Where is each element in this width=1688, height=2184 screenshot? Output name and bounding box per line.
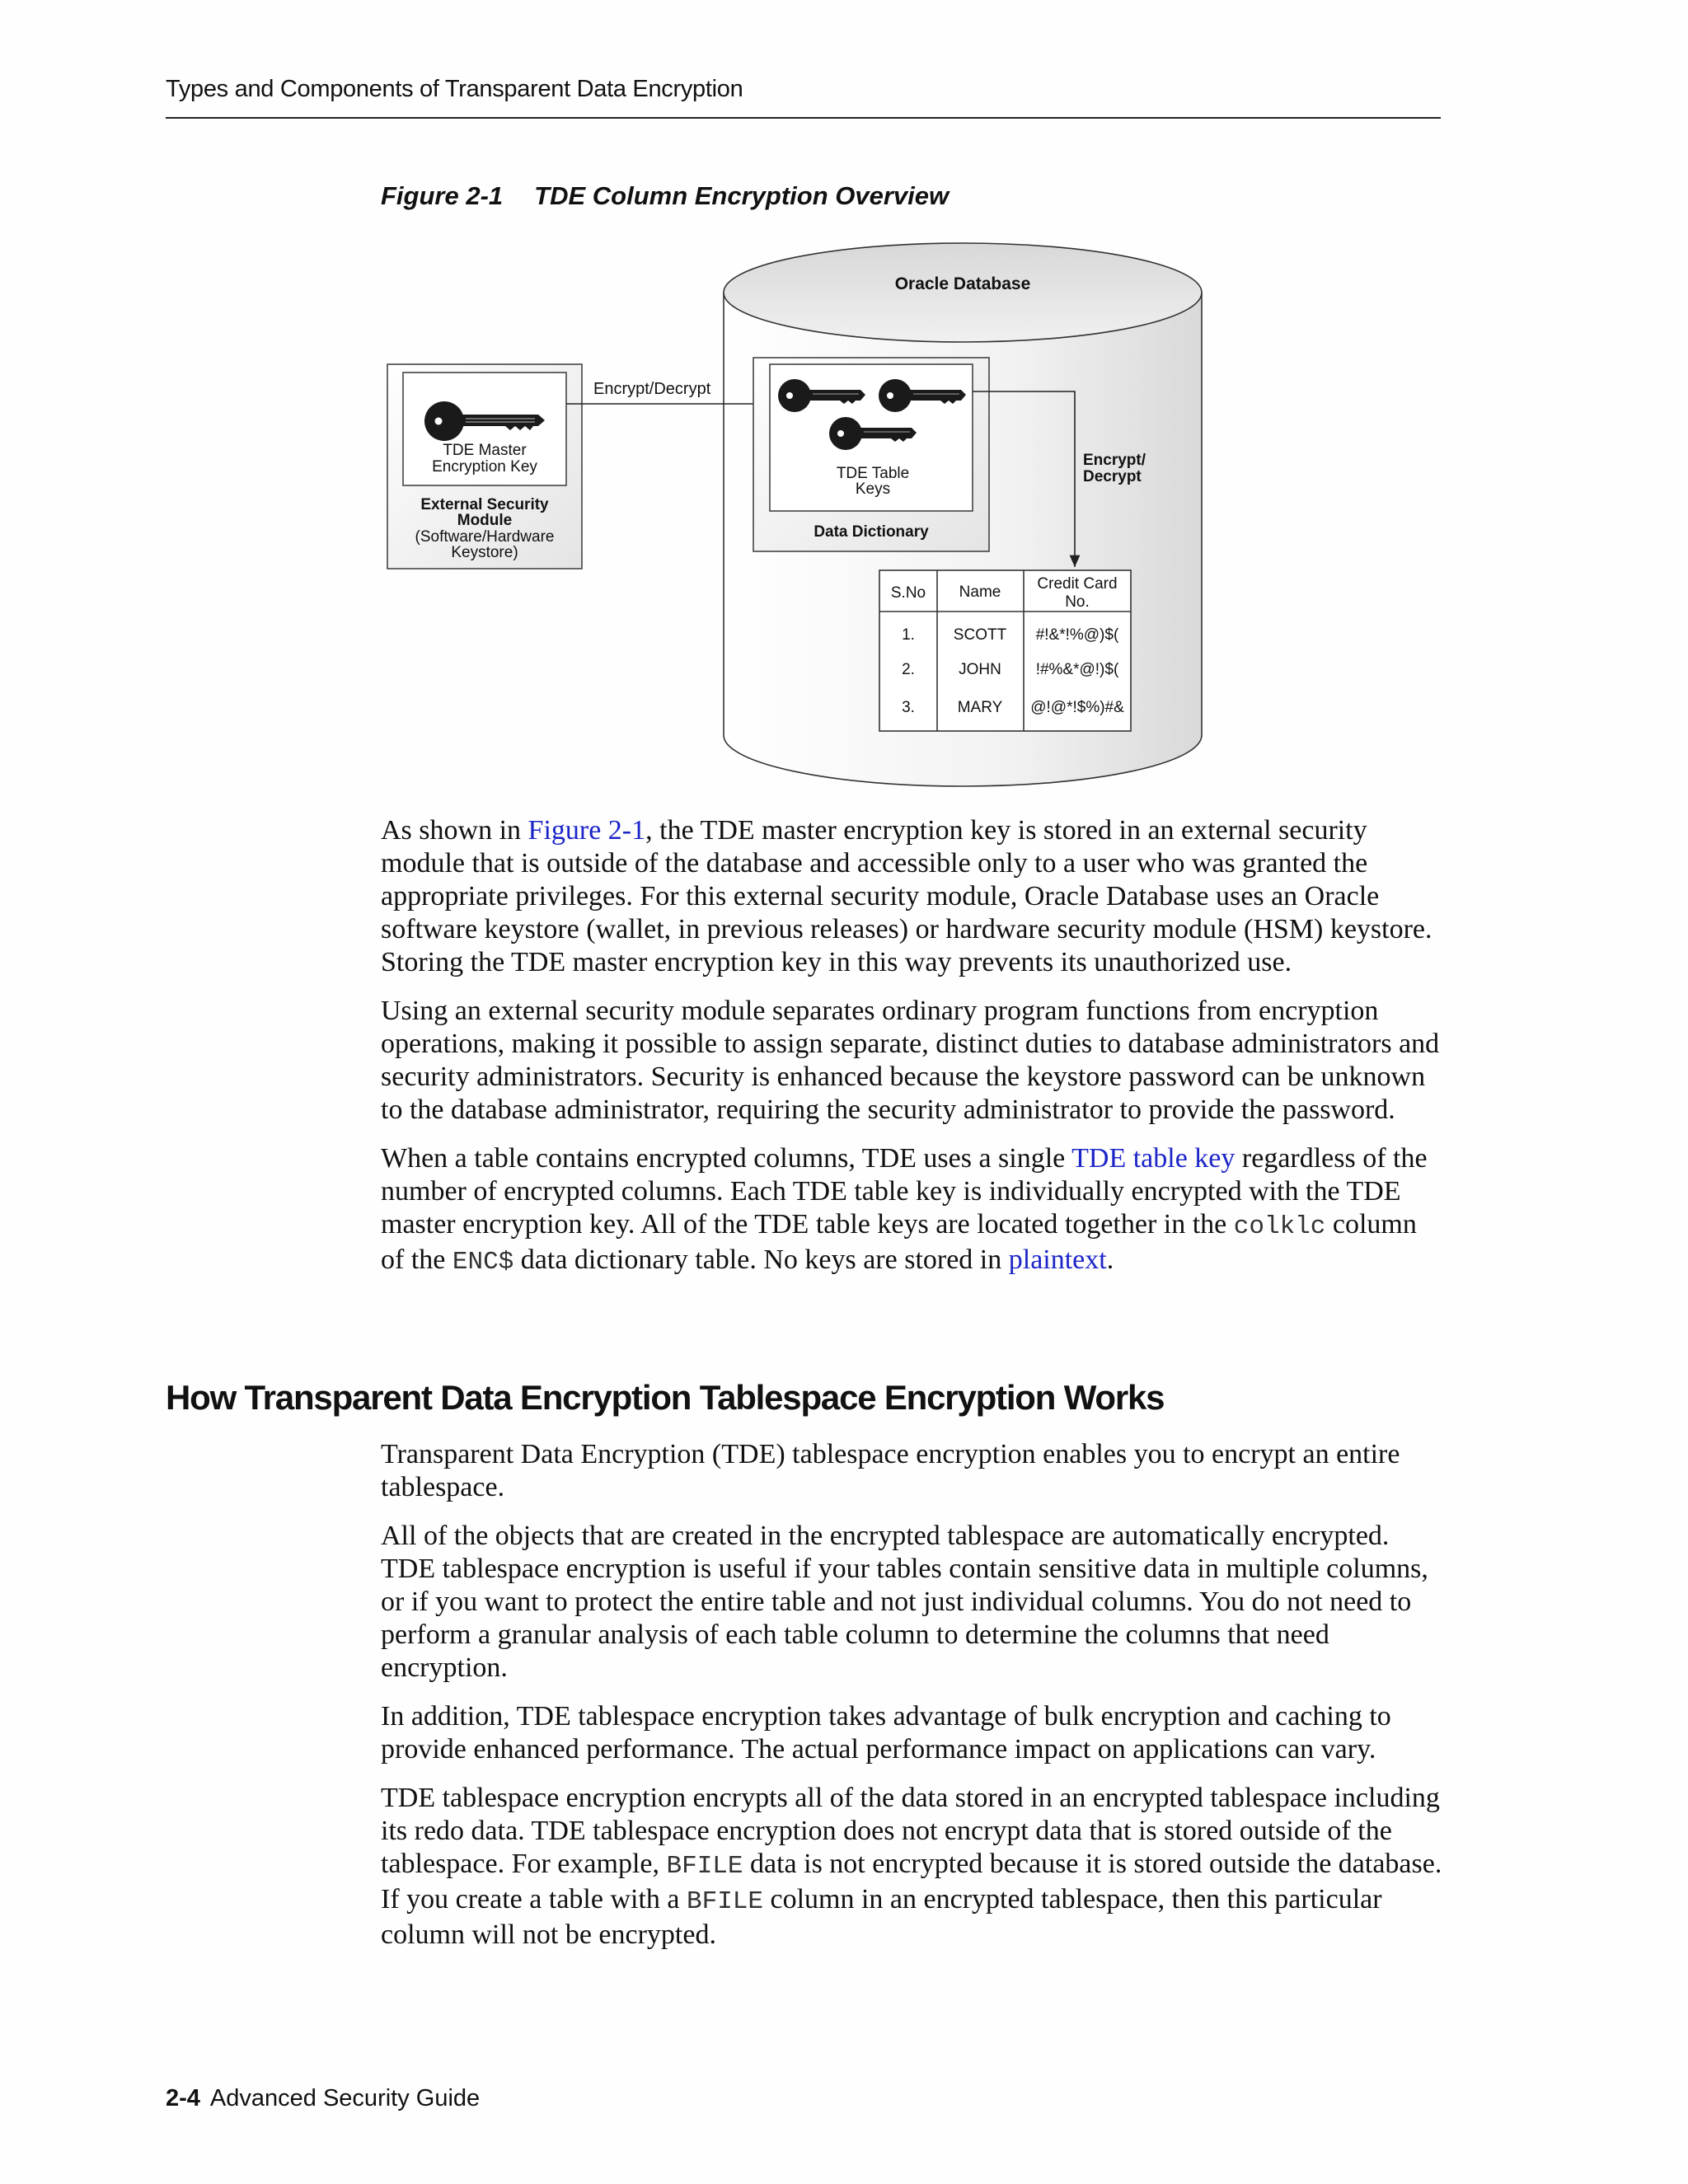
table-header-name: Name — [959, 583, 1001, 601]
database-label: Oracle Database — [894, 274, 1031, 293]
table-cell: JOHN — [959, 661, 1001, 678]
paragraph: As shown in Figure 2-1, the TDE master encryption key is stored in an external security module that is outside of the database and accessible only to a user who was granted the appropriate privileges. For this external security module, Oracle Database uses an Oracle software keystore (wallet, in previous releases) or hardware security module (HSM) keystore. Storing the TDE master encryption key in this way prevents its unauthorized use. — [381, 815, 1432, 977]
page-number: 2-4 — [166, 2085, 200, 2111]
encrypt-decrypt-arrow-label: Encrypt/Decrypt — [593, 380, 711, 398]
esm-label-line4: Keystore) — [451, 544, 518, 561]
table-header-credit-card: Credit Card — [1037, 575, 1118, 593]
code-bfile: BFILE — [666, 1852, 743, 1881]
code-enc: ENC$ — [452, 1248, 514, 1277]
code-bfile: BFILE — [686, 1887, 763, 1916]
running-header: Types and Components of Transparent Data Encryption — [166, 76, 743, 102]
page-footer — [166, 2085, 480, 2112]
figure-2-1-link[interactable]: Figure 2-1 — [528, 815, 646, 846]
table-header-sno: S.No — [890, 584, 926, 602]
table-cell: #!&*!%@)$( — [1035, 626, 1119, 644]
paragraph: TDE tablespace encryption encrypts all of the data stored in an encrypted tablespace including its redo data. TDE tablespace encryption does not encrypt data that is stored outside of the tablespace. For example, BFILE data is not encrypted because it is stored outside the database. If you create a table with a BFILE column in an encrypted tablespace, then this particular column will not be encrypted. — [381, 1783, 1442, 1950]
side-label-line2: Decrypt — [1083, 468, 1142, 485]
paragraph: Transparent Data Encryption (TDE) tablespace encryption enables you to encrypt an entire tablespace. — [381, 1439, 1400, 1502]
table-cell: 3. — [902, 699, 915, 716]
paragraph: In addition, TDE tablespace encryption takes advantage of bulk encryption and caching to provide enhanced performance. The actual performance impact on applications can vary. — [381, 1701, 1391, 1765]
tde-column-encryption-diagram — [379, 231, 1220, 791]
table-keys-label-line2: Keys — [855, 480, 891, 498]
master-key-label-line2: Encryption Key — [432, 458, 537, 476]
plaintext-link[interactable]: plaintext — [1008, 1244, 1107, 1275]
external-security-module — [387, 364, 582, 569]
figure-number: Figure 2-1 — [381, 181, 504, 210]
table-cell: 1. — [902, 626, 915, 644]
book-title: Advanced Security Guide — [209, 2085, 481, 2111]
tde-table-key-link[interactable]: TDE table key — [1071, 1143, 1236, 1174]
table-cell: SCOTT — [953, 626, 1007, 644]
section-body-text — [381, 1438, 1444, 1967]
esm-label-line3: (Software/Hardware — [415, 528, 555, 546]
side-label-line1: Encrypt/ — [1083, 452, 1146, 469]
figure-explanation-text — [381, 814, 1444, 1295]
table-cell: MARY — [957, 699, 1003, 716]
header-rule — [166, 117, 1441, 119]
paragraph: When a table contains encrypted columns, TDE uses a single TDE table key regardless of the number of encrypted columns. Each TDE table key is individually encrypted with the TDE master encryption key. All of the TDE table keys are located together in the colklc column of the ENC$ data dictionary table. No keys are stored in plaintext. — [381, 1143, 1428, 1277]
table-keys-label-line1: TDE Table — [836, 465, 910, 482]
section-heading: How Transparent Data Encryption Tablespace Encryption Works — [166, 1378, 1165, 1417]
figure-title: TDE Column Encryption Overview — [534, 181, 950, 210]
esm-label-line2: Module — [457, 512, 513, 529]
esm-label-line1: External Security — [420, 496, 549, 513]
table-cell: @!@*!$%)#& — [1030, 699, 1124, 716]
paragraph: All of the objects that are created in the encrypted tablespace are automatically encrypted. TDE tablespace encryption is useful if your tables contain sensitive data in multiple columns, or if you want to protect the entire table and not just individual columns. You do not need to perform a granular analysis of each table column to determine the columns that need encryption. — [381, 1521, 1428, 1683]
table-header-credit-card-no: No. — [1065, 593, 1090, 611]
table-cell: !#%&*@!)$( — [1035, 661, 1119, 678]
code-colklc: colklc — [1233, 1212, 1326, 1241]
table-cell: 2. — [902, 661, 915, 678]
encrypted-table — [879, 570, 1131, 731]
data-dictionary-label: Data Dictionary — [814, 523, 929, 541]
data-dictionary — [753, 358, 989, 551]
figure-caption — [381, 181, 949, 211]
master-key-label-line1: TDE Master — [443, 442, 527, 459]
paragraph: Using an external security module separates ordinary program functions from encryption operations, making it possible to assign separate, distinct duties to database administrators and security administrators. Security is enhanced because the keystore password can be unknown to the database administrator, requiring the security administrator to provide the password. — [381, 996, 1440, 1125]
